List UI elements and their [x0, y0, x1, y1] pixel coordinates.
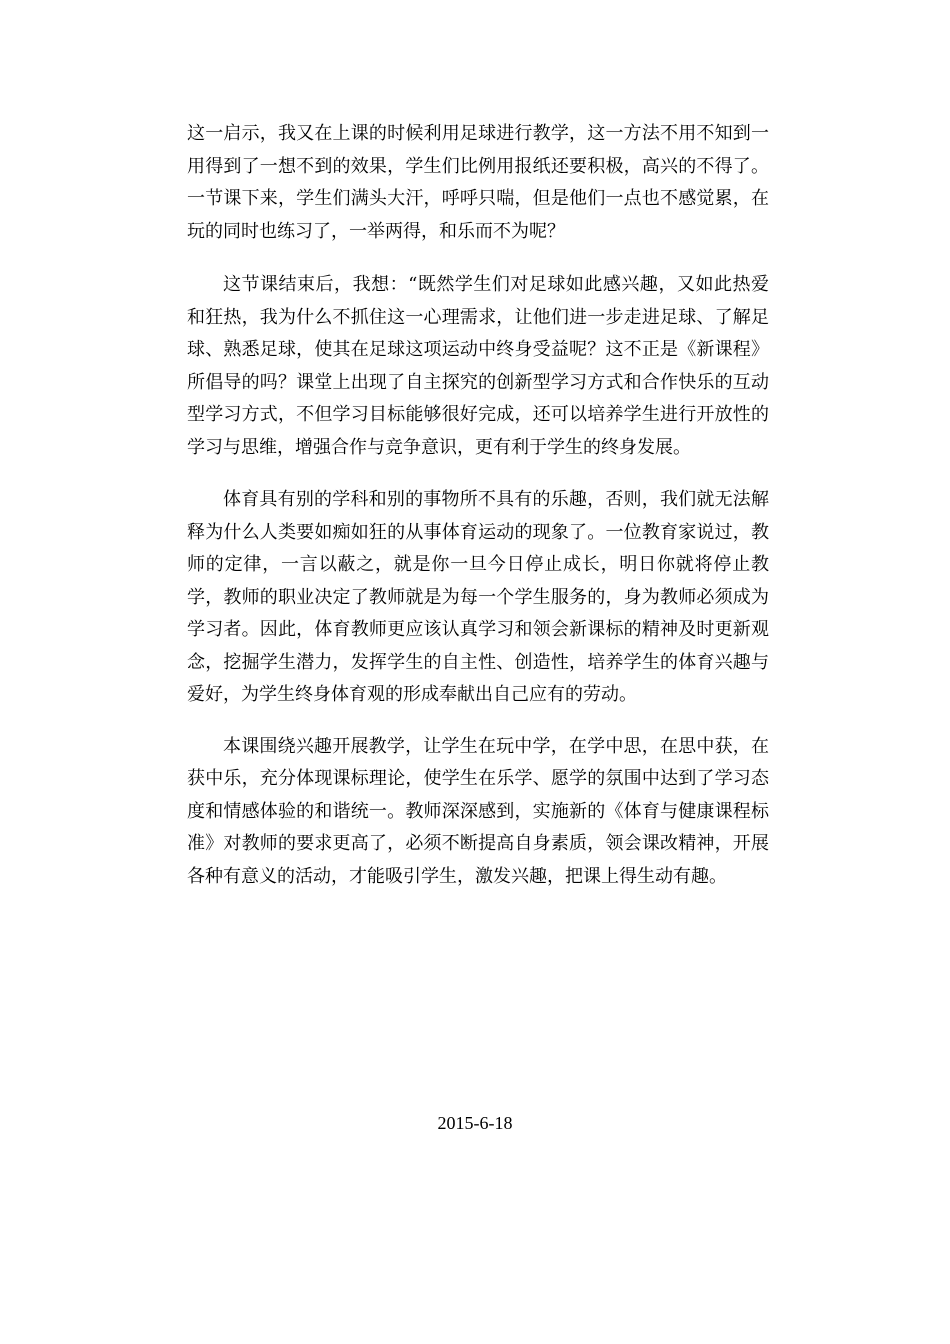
paragraph-2: 这节课结束后，我想：“既然学生们对足球如此感兴趣，又如此热爱和狂热，我为什么不抓住这一心理需求，让他们进一步走进足球、了解足球、熟悉足球，使其在足球这项运动中终身受益呢？这不正是《新课程》所倡导的吗？课堂上出现了自主探究的创新型学习方式和合作快乐的互动型学习方式，不但学习目标能够很好完成，还可以培养学生进行开放性的学习与思维，增强合作与竞争意识，更有利于学生的终身发展。	[187, 274, 769, 458]
paragraph-4: 本课围绕兴趣开展教学，让学生在玩中学，在学中思，在思中获，在获中乐，充分体现课标理论，使学生在乐学、愿学的氛围中达到了学习态度和情感体验的和谐统一。教师深深感到，实施新的《体育与健康课程标准》对教师的要求更高了，必须不断提高自身素质，领会课改精神，开展各种有意义的活动，才能吸引学生，激发兴趣，把课上得生动有趣。	[187, 735, 769, 887]
document-body	[187, 118, 769, 893]
paragraph-3: 体育具有别的学科和别的事物所不具有的乐趣，否则，我们就无法解释为什么人类要如痴如狂的从事体育运动的现象了。一位教育家说过，教师的定律，一言以蔽之，就是你一旦今日停止成长，明日你就将停止教学，教师的职业决定了教师就是为每一个学生服务的，身为教师必须成为学习者。因此，体育教师更应该认真学习和领会新课标的精神及时更新观念，挖掘学生潜力，发挥学生的自主性、创造性，培养学生的体育兴趣与爱好，为学生终身体育观的形成奉献出自己应有的劳动。	[187, 489, 769, 705]
paragraph-1: 这一启示，我又在上课的时候利用足球进行教学，这一方法不用不知到一用得到了一想不到的效果，学生们比例用报纸还要积极，高兴的不得了。一节课下来，学生们满头大汗，呼呼只喘，但是他们一点也不感觉累，在玩的同时也练习了，一举两得，和乐而不为呢？	[187, 123, 769, 242]
document-date: 2015-6-18	[437, 1113, 513, 1133]
